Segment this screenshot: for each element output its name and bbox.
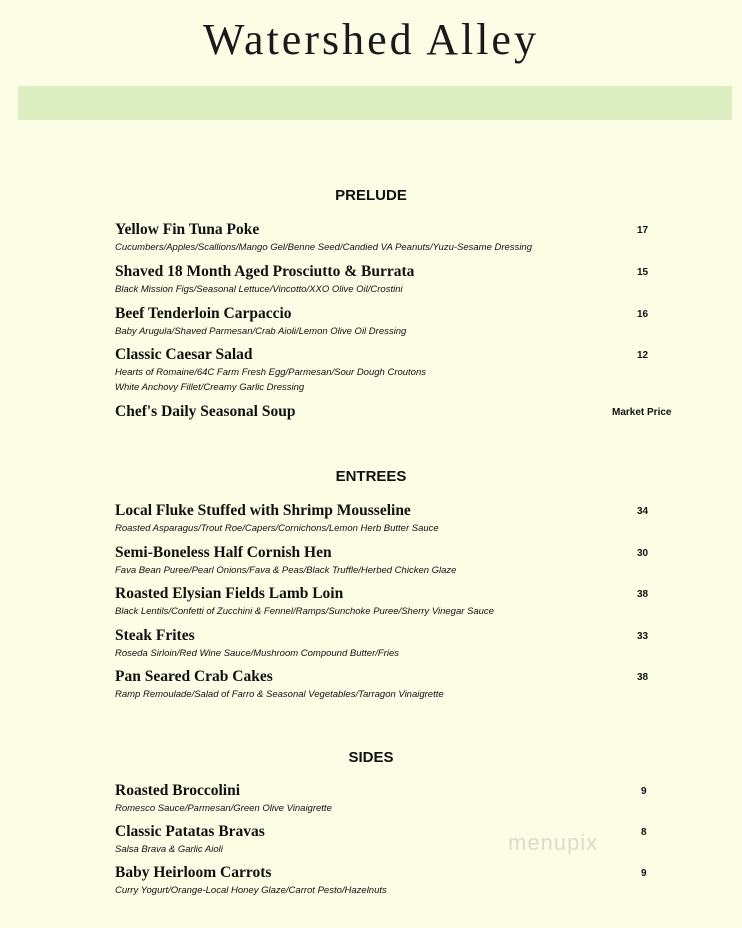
menu-item <box>115 781 685 816</box>
section-title-prelude: PRELUDE <box>335 187 407 204</box>
item-description: Roasted Asparagus/Trout Roe/Capers/Cornichons/Lemon Herb Butter Sauce <box>115 523 439 534</box>
watermark-logo: menupix <box>508 830 599 855</box>
section-title-entrees: ENTREES <box>335 468 407 485</box>
item-price: 38 <box>637 672 649 683</box>
item-name: Shaved 18 Month Aged Prosciutto & Burrata <box>115 263 415 280</box>
item-name: Pan Seared Crab Cakes <box>115 668 273 685</box>
menu-item <box>115 402 685 422</box>
item-description: Fava Bean Puree/Pearl Onions/Fava & Peas/Black Truffle/Herbed Chicken Glaze <box>115 565 457 576</box>
item-price: 9 <box>641 786 647 797</box>
menu-item <box>115 220 685 255</box>
item-description: Black Mission Figs/Seasonal Lettuce/Vincotto/XXO Olive Oil/Crostini <box>115 284 403 295</box>
menu-item <box>115 501 685 536</box>
item-name: Roasted Broccolini <box>115 782 240 799</box>
item-description: Baby Arugula/Shaved Parmesan/Crab Aioli/Lemon Olive Oil Dressing <box>115 326 407 337</box>
item-description: Ramp Remoulade/Salad of Farro & Seasonal Vegetables/Tarragon Vinaigrette <box>115 689 444 700</box>
menu-item <box>115 667 685 702</box>
item-name: Steak Frites <box>115 627 195 644</box>
item-name: Semi-Boneless Half Cornish Hen <box>115 544 332 561</box>
item-description: Salsa Brava & Garlic Aioli <box>115 844 223 855</box>
item-name: Chef's Daily Seasonal Soup <box>115 403 296 420</box>
item-price: 12 <box>637 350 649 361</box>
item-name: Beef Tenderloin Carpaccio <box>115 305 292 322</box>
item-description-line2: White Anchovy Fillet/Creamy Garlic Dressing <box>115 382 305 393</box>
item-name: Roasted Elysian Fields Lamb Loin <box>115 585 344 602</box>
item-price: 30 <box>637 548 649 559</box>
item-price: 15 <box>637 267 649 278</box>
menu-item <box>115 345 685 395</box>
item-description: Curry Yogurt/Orange-Local Honey Glaze/Carrot Pesto/Hazelnuts <box>115 885 387 896</box>
item-name: Baby Heirloom Carrots <box>115 864 272 881</box>
item-price: 38 <box>637 589 649 600</box>
item-price: 33 <box>637 631 649 642</box>
item-description: Black Lentils/Confetti of Zucchini & Fennel/Ramps/Sunchoke Puree/Sherry Vinegar Sauce <box>115 606 494 617</box>
item-name: Yellow Fin Tuna Poke <box>115 221 260 238</box>
item-description: Roseda Sirloin/Red Wine Sauce/Mushroom Compound Butter/Fries <box>115 648 399 659</box>
restaurant-title: Watershed Alley <box>203 15 539 64</box>
item-description: Cucumbers/Apples/Scallions/Mango Gel/Benne Seed/Candied VA Peanuts/Yuzu-Sesame Dressing <box>115 242 533 253</box>
item-price: 9 <box>641 868 647 879</box>
item-price: Market Price <box>612 407 672 418</box>
item-price: 16 <box>637 309 649 320</box>
item-price: 34 <box>637 506 649 517</box>
item-description: Romesco Sauce/Parmesan/Green Olive Vinaigrette <box>115 803 332 814</box>
section-title-sides: SIDES <box>348 749 394 766</box>
menu-item <box>115 543 685 578</box>
menu-item <box>115 863 685 898</box>
header-band <box>18 86 732 120</box>
item-price: 17 <box>637 225 649 236</box>
item-name: Classic Caesar Salad <box>115 346 253 363</box>
menu-item <box>115 626 685 661</box>
menu-item <box>115 584 685 619</box>
item-description: Hearts of Romaine/64C Farm Fresh Egg/Parmesan/Sour Dough Croutons <box>115 367 426 378</box>
item-name: Classic Patatas Bravas <box>115 823 265 840</box>
item-name: Local Fluke Stuffed with Shrimp Mousseline <box>115 502 411 519</box>
item-price: 8 <box>641 827 647 838</box>
menu-item <box>115 304 685 339</box>
menu-item <box>115 262 685 297</box>
menu-item <box>115 822 685 857</box>
